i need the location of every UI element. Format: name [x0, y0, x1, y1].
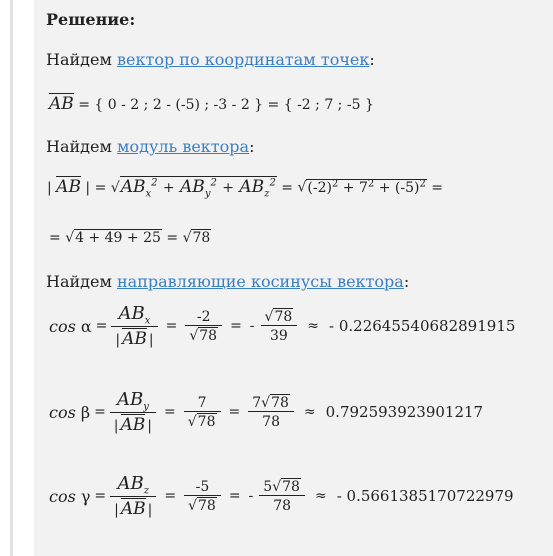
- cos-approx: ≈: [303, 404, 316, 420]
- term-x-sub: x: [145, 188, 152, 200]
- cos-frac2-sqrt-sign: √: [187, 413, 197, 430]
- cos-den-base: AB: [122, 329, 147, 350]
- sqrt-symbolic-body: [120, 176, 277, 200]
- cos-eq-2: =: [164, 488, 177, 504]
- term-x-base: AB: [120, 177, 146, 197]
- cosines-link[interactable]: направляющие косинусы вектора: [117, 272, 404, 291]
- cos-eq: =: [94, 404, 106, 420]
- step-modulus: [46, 137, 254, 156]
- term-z-base: AB: [239, 177, 265, 197]
- cos-frac2-sqrt-body: 78: [197, 413, 216, 430]
- term-x-sq: 2: [151, 177, 158, 189]
- cos-frac-num: [110, 389, 156, 412]
- cos-eq-3: =: [230, 318, 242, 334]
- solution-heading: Решение:: [46, 10, 136, 29]
- cos-angle: γ: [80, 486, 91, 506]
- cos-eq-2: =: [164, 404, 176, 420]
- cos-value: 0.792593923901217: [325, 403, 484, 421]
- modulus-vector-name: AB: [56, 177, 81, 197]
- plus-2: +: [222, 180, 234, 196]
- cos-frac2-sqrt-sign: √: [189, 327, 199, 344]
- cos-frac3-sqrt: [261, 395, 290, 411]
- eq-sign-2: =: [281, 180, 294, 196]
- term-z-sub: z: [264, 188, 270, 200]
- num-3-sq: 2: [419, 178, 426, 190]
- cos-frac2-sqrt: [188, 414, 217, 430]
- term-y-sq: 2: [210, 177, 217, 189]
- cos-frac-num: [111, 303, 157, 326]
- abs-close: |: [85, 180, 91, 196]
- eq-lead: =: [49, 230, 61, 246]
- cos-num-sub: y: [143, 401, 149, 413]
- step-cosines-prefix: Найдем: [46, 272, 118, 291]
- left-border: [10, 0, 13, 556]
- cos-fraction-symbolic: [110, 473, 156, 519]
- cos-frac2-den: [184, 495, 221, 514]
- num-2-sq: 2: [367, 178, 375, 190]
- eq-sign-3: =: [166, 230, 179, 246]
- cos-fn: cos: [49, 486, 76, 506]
- cos-frac3-den: 78: [248, 411, 294, 430]
- cos-fraction-rational: [248, 395, 294, 430]
- abs-open: |: [47, 180, 52, 196]
- cos-frac2-sqrt-sign: √: [188, 497, 197, 514]
- vector-link[interactable]: вектор по координатам точек: [117, 50, 370, 69]
- cos-frac3-num: [259, 479, 305, 495]
- modulus-link[interactable]: модуль вектора: [117, 137, 250, 156]
- cos-frac2-num: -5: [195, 478, 210, 495]
- cos-frac-den: [110, 496, 156, 519]
- cos-frac3-num: [248, 395, 294, 411]
- cos-fn: cos: [49, 316, 76, 336]
- sqrt-sign-3: √: [65, 230, 75, 246]
- cos-frac3-num: [261, 309, 298, 325]
- cos-frac2-sqrt-body: 78: [199, 327, 218, 344]
- cos-frac3-sqrt-sign: √: [261, 394, 271, 411]
- cos-value: - 0.5661385170722979: [336, 487, 514, 505]
- cos-frac3-coef: 5: [263, 478, 273, 495]
- sqrt-sign-2: √: [297, 180, 307, 196]
- cos-den-bar-left: |: [114, 502, 119, 519]
- cos-den-base: AB: [120, 415, 146, 436]
- sqrt-numeric: [297, 178, 426, 196]
- step-modulus-prefix: Найдем: [46, 137, 118, 156]
- cos-eq-3: =: [228, 404, 241, 420]
- cos-frac2-num: 7: [197, 394, 207, 411]
- cos-num-base: AB: [117, 472, 144, 494]
- cos-fraction-symbolic: [111, 303, 157, 349]
- cos-frac3-den: 78: [259, 495, 305, 514]
- cos-frac-den: [110, 412, 156, 435]
- term-y-base: AB: [180, 177, 205, 197]
- sqrt-symbolic: [111, 177, 277, 199]
- num-1-sq: 2: [331, 178, 339, 190]
- modulus-expression: [47, 177, 443, 199]
- term-z-sq: 2: [269, 177, 276, 189]
- cos-fraction-numeric: [184, 479, 221, 514]
- cos-frac3-den: 39: [261, 325, 298, 344]
- cosine-row: [49, 466, 514, 526]
- eq-sign: =: [94, 180, 107, 196]
- num-2: 7: [358, 180, 368, 196]
- cos-frac3-sqrt-body: 78: [271, 394, 289, 411]
- cos-frac2-num: -2: [196, 308, 211, 325]
- cos-num-sub: x: [144, 315, 151, 327]
- step-vector-prefix: Найдем: [46, 50, 118, 69]
- modulus-result: [49, 230, 211, 246]
- step-vector-suffix: :: [369, 50, 375, 69]
- sqrt-numeric-body: [306, 179, 426, 196]
- sqrt-result: [183, 230, 212, 246]
- sqrt-sign-4: √: [182, 230, 192, 246]
- cos-frac2-sqrt-body: 78: [197, 497, 216, 514]
- num-1: (-2): [307, 180, 332, 196]
- cos-frac3-sqrt-sign: √: [264, 308, 274, 325]
- vector-name: AB: [49, 94, 74, 114]
- cos-sign: -: [249, 318, 255, 334]
- cos-fraction-rational: [261, 309, 298, 344]
- cos-frac2-den: [185, 325, 222, 344]
- cos-value: - 0.22645540682891915: [329, 317, 516, 335]
- cos-den-bar-right: |: [148, 332, 154, 349]
- cosine-row: [49, 382, 483, 442]
- plus-3: +: [342, 180, 355, 196]
- sqrt-sum: [65, 230, 162, 246]
- cos-fraction-numeric: [184, 395, 221, 430]
- cos-frac3-sqrt-sign: √: [272, 478, 282, 495]
- cos-frac2-sqrt: [189, 328, 218, 344]
- cos-den-bar-right: |: [147, 502, 153, 519]
- cos-approx: ≈: [307, 318, 320, 334]
- eq-tail: =: [431, 180, 444, 196]
- cos-num-sub: z: [143, 485, 149, 497]
- cos-frac3-sqrt: [272, 479, 301, 495]
- cos-frac3-sqrt: [265, 309, 294, 325]
- step-modulus-suffix: :: [249, 137, 255, 156]
- cos-fn: cos: [49, 402, 76, 422]
- cos-frac-num: [110, 473, 156, 496]
- num-3: (-5): [394, 180, 420, 196]
- vector-expression: [49, 94, 374, 114]
- plus-4: +: [378, 180, 391, 196]
- cos-sign: -: [248, 488, 254, 504]
- cos-angle: α: [80, 316, 92, 336]
- cos-fraction-symbolic: [110, 389, 156, 435]
- cos-eq: =: [95, 318, 108, 334]
- sqrt-sum-body: 4 + 49 + 25: [75, 230, 161, 246]
- cos-num-base: AB: [116, 388, 144, 410]
- vector-expansion: = { 0 - 2 ; 2 - (-5) ; -3 - 2 } = { -2 ; 7 ; -5 }: [78, 97, 374, 113]
- cos-num-base: AB: [118, 302, 145, 324]
- cos-fraction-numeric: [185, 309, 222, 344]
- cos-eq: =: [94, 488, 107, 504]
- step-cosines-suffix: :: [403, 272, 410, 291]
- cos-frac3-sqrt-body: 78: [282, 478, 300, 495]
- cos-fraction-rational: [259, 479, 305, 514]
- step-vector: [46, 50, 375, 69]
- term-y-sub: y: [204, 188, 211, 200]
- cos-den-base: AB: [120, 499, 146, 520]
- cosine-row: [49, 296, 515, 356]
- sqrt-result-body: 78: [192, 230, 211, 246]
- cos-eq-3: =: [228, 488, 241, 504]
- cos-angle: β: [80, 402, 91, 422]
- step-cosines: [46, 272, 409, 291]
- plus-1: +: [162, 180, 175, 196]
- cos-den-bar-left: |: [113, 418, 119, 435]
- cos-approx: ≈: [314, 488, 327, 504]
- cos-frac2-den: [184, 411, 221, 430]
- cos-frac2-sqrt: [188, 498, 217, 514]
- cos-den-bar-right: |: [147, 418, 153, 435]
- cos-frac3-sqrt-body: 78: [274, 308, 293, 325]
- sqrt-sign: √: [110, 180, 120, 196]
- cos-den-bar-left: |: [115, 332, 121, 349]
- cos-frac-den: [111, 326, 157, 349]
- cos-frac3-coef: 7: [252, 394, 262, 411]
- cos-eq-2: =: [165, 318, 178, 334]
